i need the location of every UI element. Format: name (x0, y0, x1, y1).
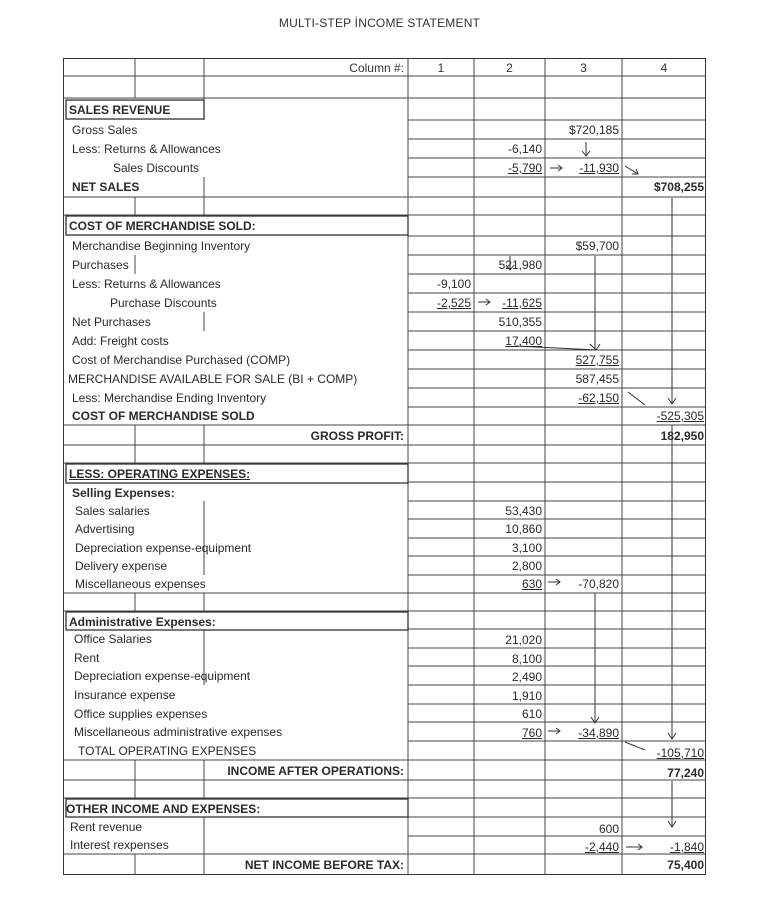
selling-item-label: Depreciation expense-equipment (75, 541, 252, 555)
purchase-discounts-c1: -2,525 (436, 296, 471, 310)
admin-item-c2: 610 (521, 707, 542, 721)
sales-discounts-c2: -5,790 (507, 161, 542, 175)
selling-item-c2: 2,800 (511, 559, 542, 573)
page-title: MULTI-STEP İNCOME STATEMENT (278, 16, 481, 30)
cogs-heading: COST OF MERCHANDISE SOLD: (69, 219, 256, 233)
operating-heading: LESS: OPERATING EXPENSES: (69, 467, 251, 481)
net-income-label: NET INCOME BEFORE TAX: (244, 858, 404, 872)
admin-item-c2: 1,910 (511, 689, 542, 703)
rent-revenue-label: Rent revenue (70, 820, 143, 834)
column-header-4: 4 (660, 61, 668, 75)
income-after-operations-label: INCOME AFTER OPERATIONS: (227, 764, 404, 778)
gross-profit-c4: 182,950 (660, 429, 704, 443)
selling-item-c2: 3,100 (511, 541, 542, 555)
net-purchases-label: Net Purchases (72, 315, 151, 329)
available-label: MERCHANDISE AVAILABLE FOR SALE (BI + COMP) (68, 372, 358, 386)
freight-c2: 17,400 (505, 334, 542, 348)
beginning-inventory-label: Merchandise Beginning Inventory (72, 239, 251, 253)
admin-item-label: Miscellaneous administrative expenses (74, 725, 283, 739)
sales-revenue-heading: SALES REVENUE (69, 103, 171, 117)
selling-item-c2: 53,430 (505, 504, 542, 518)
comp-c3: 527,755 (575, 353, 619, 367)
total-operating-c4: -105,710 (656, 746, 704, 760)
ending-inventory-label: Less: Merchandise Ending Inventory (72, 391, 267, 405)
selling-item-label: Delivery expense (75, 559, 168, 573)
selling-item-label: Miscellaneous expenses (75, 577, 206, 591)
admin-item-label: Office Salaries (74, 632, 152, 646)
other-heading: OTHER INCOME AND EXPENSES: (66, 802, 261, 816)
admin-item-label: Office supplies expenses (74, 707, 208, 721)
interest-c3: -2,440 (584, 840, 619, 854)
selling-total-c3: -70,820 (578, 577, 619, 591)
purchase-discounts-c2: -11,625 (502, 296, 542, 310)
gross-sales-c3: $720,185 (568, 123, 619, 137)
net-purchases-c2: 510,355 (498, 315, 542, 329)
net-sales-c4: $708,255 (653, 180, 704, 194)
column-header-2: 2 (506, 61, 513, 75)
admin-item-label: Rent (74, 651, 100, 665)
net-sales-label: NET SALES (72, 180, 140, 194)
ending-inventory-c3: -62,150 (578, 391, 619, 405)
selling-item-c2: 630 (521, 577, 542, 591)
admin-heading: Administrative Expenses: (69, 615, 216, 629)
gross-sales-label: Gross Sales (72, 123, 138, 137)
rent-revenue-c3: 600 (598, 822, 619, 836)
purchase-returns-c1: -9,100 (436, 277, 471, 291)
purchase-returns-label: Less: Returns & Allowances (72, 277, 221, 291)
selling-item-c2: 10,860 (505, 522, 542, 536)
net-income-c4: 75,400 (667, 858, 704, 872)
admin-item-c2: 21,020 (505, 633, 542, 647)
admin-item-c2: 2,490 (511, 670, 542, 684)
beginning-inventory-c3: $59,700 (575, 239, 619, 253)
gross-profit-label: GROSS PROFIT: (310, 429, 404, 443)
available-c3: 587,455 (575, 372, 619, 386)
interest-label: Interest rexpenses (70, 838, 169, 852)
selling-heading: Selling Expenses: (72, 486, 175, 500)
sales-returns-label: Less: Returns & Allowances (72, 142, 221, 156)
total-operating-label: TOTAL OPERATING EXPENSES (78, 744, 257, 758)
admin-item-c2: 8,100 (511, 652, 542, 666)
admin-item-label: Depreciation expense-equipment (74, 669, 251, 683)
purchase-discounts-label: Purchase Discounts (110, 296, 217, 310)
purchases-label: Purchases (72, 258, 129, 272)
sales-discounts-c3: -11,930 (579, 161, 619, 175)
purchases-c2: 521,980 (498, 258, 542, 272)
sales-returns-c2: -6,140 (507, 142, 542, 156)
cogs-total-label: COST OF MERCHANDISE SOLD (72, 409, 255, 423)
freight-label: Add: Freight costs (72, 334, 169, 348)
admin-item-label: Insurance expense (74, 688, 176, 702)
selling-item-label: Advertising (75, 522, 135, 536)
column-label: Column #: (349, 61, 404, 75)
admin-item-c2: 760 (521, 726, 542, 740)
sales-discounts-label: Sales Discounts (113, 161, 200, 175)
comp-label: Cost of Merchandise Purchased (COMP) (72, 353, 291, 367)
column-header-1: 1 (437, 61, 445, 75)
admin-total-c3: -34,890 (578, 726, 619, 740)
selling-item-label: Sales salaries (75, 504, 150, 518)
interest-c4: -1,840 (669, 840, 704, 854)
income-after-operations-c4: 77,240 (667, 766, 704, 780)
cogs-total-c4: -525,305 (656, 409, 704, 423)
column-header-3: 3 (580, 61, 587, 75)
